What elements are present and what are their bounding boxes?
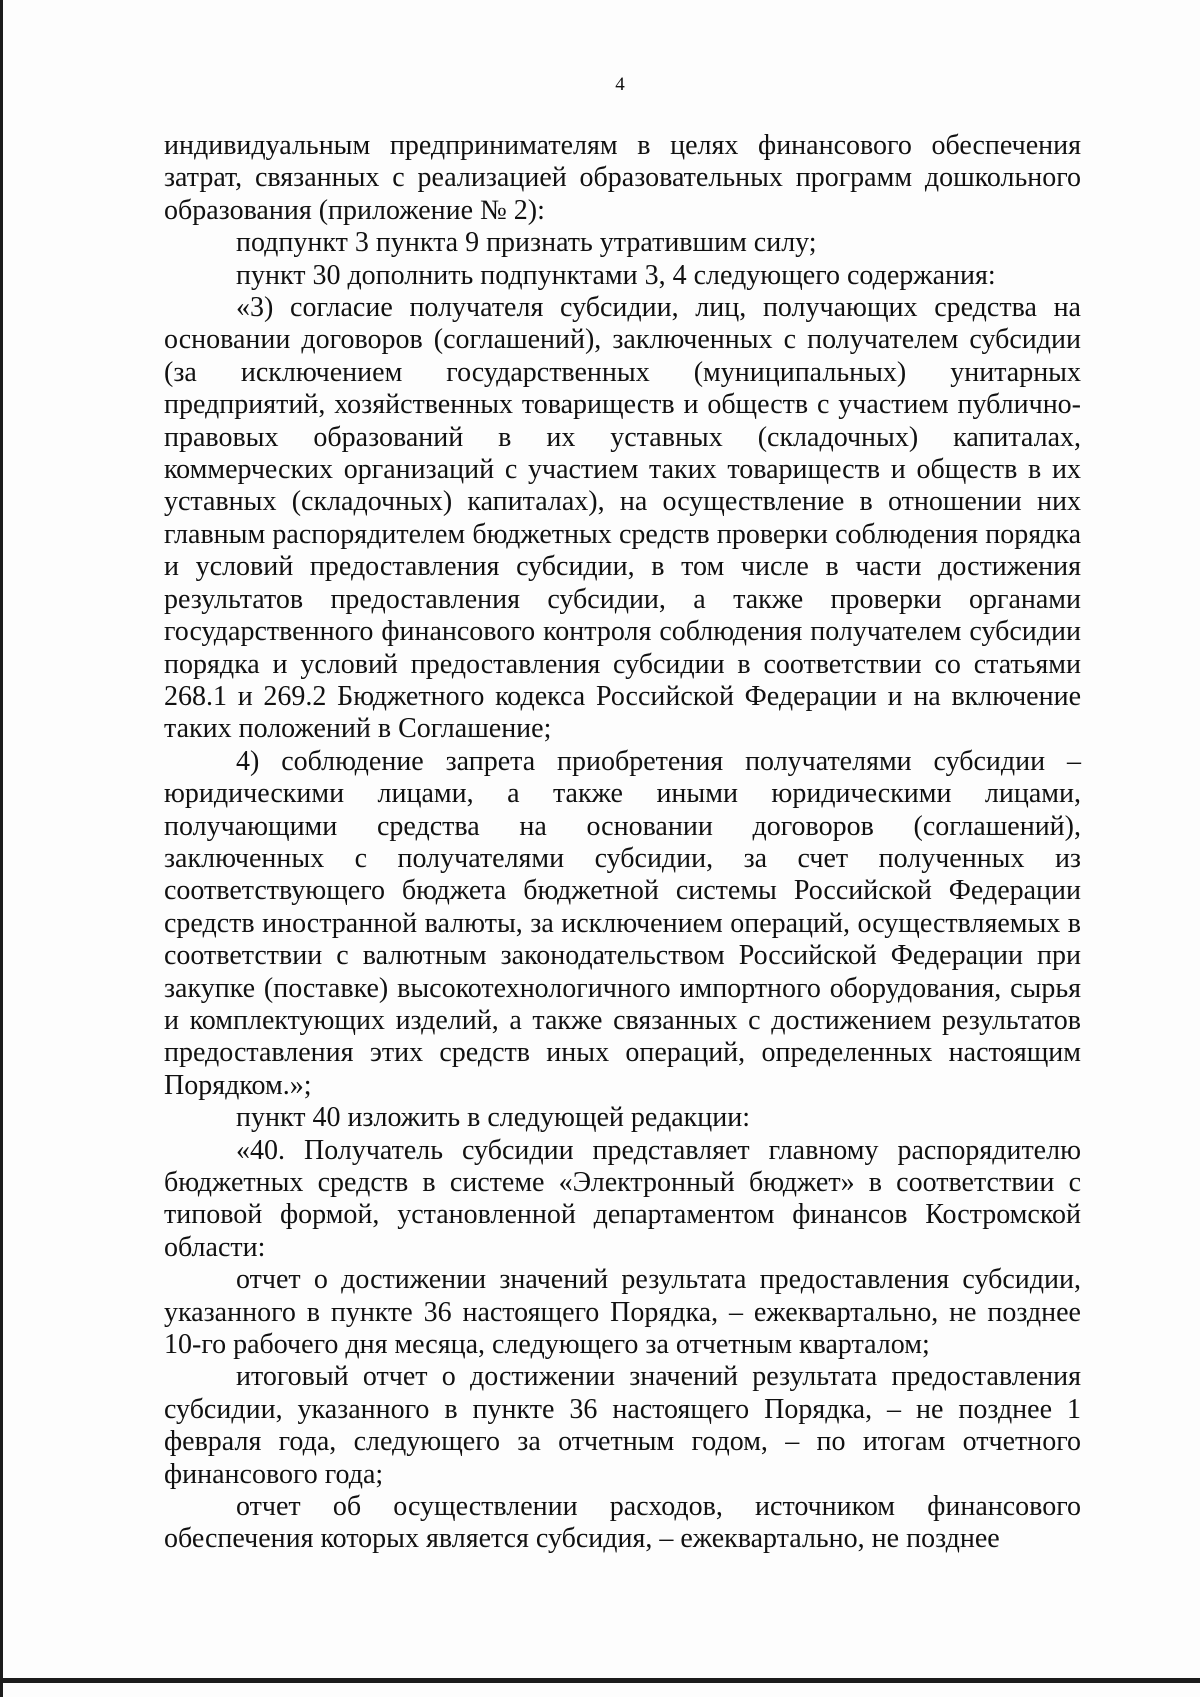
paragraph-subclause-4: 4) соблюдение запрета приобретения получателями субсидии – юридическими лицами, а также иными юридическими лицами, получающими средства на основании договоров (соглашений), заключенных с получателями субсидии, за счет полученных из соответствующего бюджета бюджетной системы Российской Федерации средств иностранной валюты, за исключением операций, осуществляемых в соответствии с валютным законодательством Российской Федерации при закупке (поставке) высокотехнологичного импортного оборудования, сырья и комплектующих изделий, а также связанных с достижением результатов предоставления этих средств иных операций, определенных настоящим Порядком.»;	[164, 745, 1081, 1101]
paragraph-final-report: итоговый отчет о достижении значений результата предоставления субсидии, указанного в пункте 36 настоящего Порядка, – не позднее 1 февраля года, следующего за отчетным годом, – по итогам отчетного финансового года;	[164, 1361, 1081, 1490]
paragraph-subclause-9: подпункт 3 пункта 9 признать утратившим силу;	[236, 227, 817, 259]
document-body	[164, 130, 1081, 1556]
paragraph-quarterly-report: отчет о достижении значений результата предоставления субсидии, указанного в пункте 36 настоящего Порядка, – ежеквартально, не позднее 10-го рабочего дня месяца, следующего за отчетным кварталом;	[164, 1264, 1081, 1361]
scan-bottom-border	[0, 1678, 1200, 1683]
paragraph-clause-40-text: «40. Получатель субсидии представляет главному распорядителю бюджетных средств в системе «Электронный бюджет» в соответствии с типовой формой, установленной департаментом финансов Костромской области:	[164, 1134, 1081, 1263]
paragraph-expense-report: отчет об осуществлении расходов, источником финансового обеспечения которых является субсидия, – ежеквартально, не позднее	[164, 1491, 1081, 1555]
paragraph-clause-30: пункт 30 дополнить подпунктами 3, 4 следующего содержания:	[236, 259, 996, 291]
paragraph-clause-40: пункт 40 изложить в следующей редакции:	[236, 1102, 750, 1134]
page-number: 4	[615, 74, 625, 95]
scan-left-border	[0, 0, 3, 1697]
paragraph-continuation: индивидуальным предпринимателям в целях финансового обеспечения затрат, связанных с реализацией образовательных программ дошкольного образования (приложение № 2):	[164, 130, 1081, 226]
paragraph-subclause-3: «3) согласие получателя субсидии, лиц, получающих средства на основании договоров (соглашений), заключенных с получателем субсидии (за исключением государственных (муниципальных) унитарных предприятий, хозяйственных товариществ и обществ с участием публично-правовых образований в их уставных (складочных) капиталах, коммерческих организаций с участием таких товариществ и обществ в их уставных (складочных) капиталах), на осуществление в отношении них главным распорядителем бюджетных средств проверки соблюдения порядка и условий предоставления субсидии, в том числе в части достижения результатов предоставления субсидии, а также проверки органами государственного финансового контроля соблюдения получателем субсидии порядка и условий предоставления субсидии в соответствии со статьями 268.1 и 269.2 Бюджетного кодекса Российской Федерации и на включение таких положений в Соглашение;	[164, 292, 1081, 745]
